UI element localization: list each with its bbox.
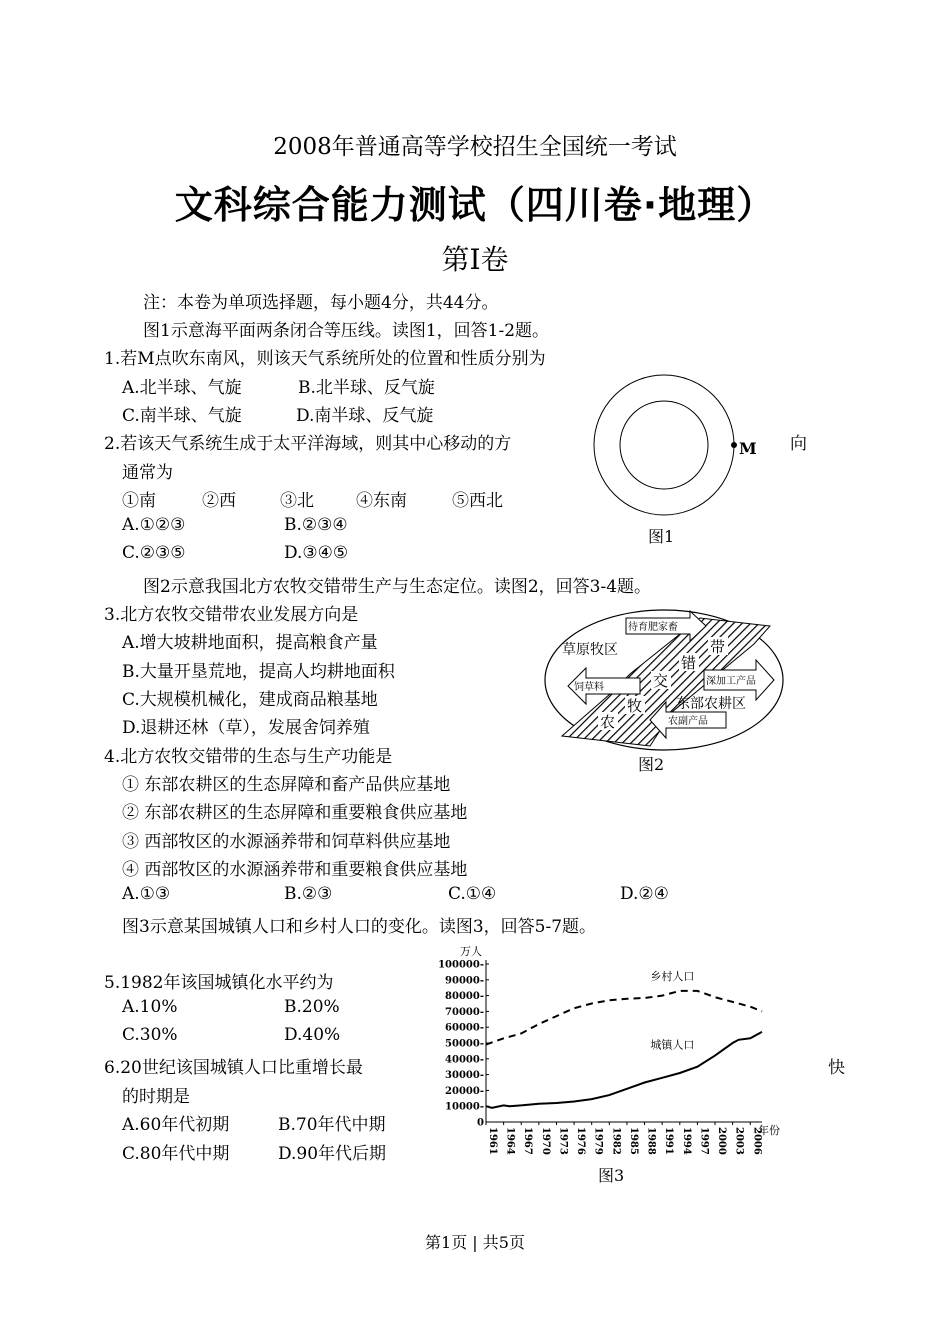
q4-option-d: D.②④ (620, 884, 669, 904)
x-tick-label: 1991 (663, 1127, 675, 1155)
q3-stem: 3.北方农牧交错带农业发展方向是 (104, 605, 359, 625)
series-rural-line (486, 991, 762, 1045)
note: 注：本卷为单项选择题，每小题4分，共44分。 (143, 293, 499, 313)
q4-statement-4: ④ 西部牧区的水源涵养带和重要粮食供应基地 (122, 860, 468, 880)
figure-2-caption: 图2 (638, 755, 665, 774)
q4-statement-2: ② 东部农耕区的生态屏障和重要粮食供应基地 (122, 803, 468, 823)
x-tick-label: 1997 (698, 1127, 710, 1155)
q2-option-d: D.③④⑤ (284, 543, 349, 563)
y-tick-label: 100000- (438, 959, 484, 971)
q5-option-a: A.10% (122, 997, 178, 1017)
label-livestock: 待育肥家畜 (628, 622, 678, 633)
fig3-intro: 图3示意某国城镇人口和乡村人口的变化。读图3，回答5-7题。 (122, 917, 597, 937)
q4-option-c: C.①④ (448, 884, 497, 904)
section-title: 第Ⅰ卷 (441, 243, 509, 276)
q5-option-d: D.40% (284, 1025, 341, 1045)
q6-option-a: A.60年代初期 (122, 1115, 230, 1135)
q4-statement-3: ③ 西部牧区的水源涵养带和饲草料供应基地 (122, 832, 451, 852)
q5-option-b: B.20% (284, 997, 340, 1017)
y-tick-label: 60000- (445, 1022, 484, 1034)
belt-char-1: 带 (710, 638, 726, 656)
figure-1-isobars (590, 372, 760, 532)
q2-stem: 2.若该天气系统生成于太平洋海域，则其中心移动的方 (104, 434, 512, 454)
q4-statement-1: ① 东部农耕区的生态屏障和畜产品供应基地 (122, 775, 451, 795)
label-west-pasture: 草原牧区 (562, 642, 618, 658)
q2-item-4: ④东南 (356, 491, 407, 511)
y-tick-label: 80000- (445, 991, 484, 1003)
q4-stem: 4.北方农牧交错带的生态与生产功能是 (104, 747, 393, 767)
q2-item-1: ①南 (122, 491, 156, 511)
x-tick-label: 1985 (627, 1127, 639, 1155)
label-forage: 饲草料 (574, 682, 604, 693)
x-tick-label: 1970 (539, 1127, 551, 1155)
x-tick-label: 1976 (575, 1127, 587, 1155)
q3-option-a: A.增大坡耕地面积，提高粮食产量 (122, 633, 378, 653)
x-tick-label: 1982 (610, 1127, 622, 1155)
y-tick-label: 30000- (445, 1070, 484, 1082)
x-tick-label: 1967 (522, 1127, 534, 1155)
x-tick-label: 2000 (716, 1127, 728, 1155)
point-m-marker (731, 442, 737, 448)
q6-stem-tail: 快 (828, 1058, 845, 1078)
point-m-label: M (739, 439, 757, 458)
q4-option-b: B.②③ (284, 884, 333, 904)
outer-isobar (594, 375, 734, 515)
x-tick-label: 1973 (557, 1127, 569, 1155)
figure-3-chart (436, 936, 796, 1158)
y-tick-label: 70000- (445, 1006, 484, 1018)
x-tick-label: 2003 (733, 1127, 745, 1155)
q2-item-3: ③北 (280, 491, 314, 511)
series-urban-label: 城镇人口 (650, 1038, 695, 1052)
series-urban-line (486, 1032, 762, 1108)
figure-3-caption: 图3 (598, 1166, 625, 1185)
q5-stem: 5.1982年该国城镇化水平约为 (104, 973, 334, 993)
page-footer: 第1页 | 共5页 (425, 1233, 525, 1252)
x-tick-label: 1964 (504, 1127, 516, 1155)
x-tick-label: 1994 (680, 1127, 692, 1155)
q1-stem: 1.若M点吹东南风，则该天气系统所处的位置和性质分别为 (104, 349, 546, 369)
label-east-farming: 东部农耕区 (676, 696, 746, 712)
q2-item-2: ②西 (202, 491, 236, 511)
q6-option-c: C.80年代中期 (122, 1144, 230, 1164)
y-tick-label: 20000- (445, 1085, 484, 1097)
q3-option-d: D.退耕还林（草），发展舍饲养殖 (122, 718, 370, 738)
q2-option-a: A.①②③ (122, 515, 186, 535)
chart-y-label: 万人 (460, 945, 482, 958)
q5-option-c: C.30% (122, 1025, 178, 1045)
y-tick-label: 10000- (445, 1101, 484, 1113)
figure-1-caption: 图1 (648, 527, 675, 546)
q6-option-d: D.90年代后期 (278, 1144, 387, 1164)
inner-isobar (620, 401, 708, 489)
exam-title: 2008年普通高等学校招生全国统一考试 (273, 134, 677, 160)
q2-option-b: B.②③④ (284, 515, 348, 535)
q2-item-5: ⑤西北 (452, 491, 503, 511)
belt-char-3: 交 (653, 672, 669, 690)
q1-option-d: D.南半球、反气旋 (296, 406, 434, 426)
q1-option-a: A.北半球、气旋 (122, 378, 242, 398)
q2-option-c: C.②③⑤ (122, 543, 186, 563)
y-tick-label: 50000- (445, 1038, 484, 1050)
x-tick-label: 1988 (645, 1127, 657, 1155)
q1-option-c: C.南半球、气旋 (122, 406, 242, 426)
label-byproducts: 农副产品 (668, 716, 708, 727)
fig2-intro: 图2示意我国北方农牧交错带生产与生态定位。读图2，回答3-4题。 (143, 577, 652, 597)
belt-char-2: 错 (681, 654, 697, 672)
q2-stem-tail: 向 (790, 434, 807, 454)
q3-option-b: B.大量开垦荒地，提高人均耕地面积 (122, 662, 395, 682)
y-tick-label: 0 (477, 1117, 484, 1129)
q6-stem: 6.20世纪该国城镇人口比重增长最 (104, 1058, 363, 1078)
figure-2-diagram (540, 604, 790, 754)
paper-title: 文科综合能力测试（四川卷·地理） (174, 183, 776, 227)
x-tick-label: 2006 (751, 1127, 763, 1155)
y-tick-label: 90000- (445, 975, 484, 987)
fig1-intro: 图1示意海平面两条闭合等压线。读图1，回答1-2题。 (143, 321, 550, 341)
q4-option-a: A.①③ (122, 884, 171, 904)
q3-option-c: C.大规模机械化，建成商品粮基地 (122, 690, 378, 710)
x-tick-label: 1979 (592, 1127, 604, 1155)
q2-stem-2: 通常为 (122, 463, 173, 483)
y-tick-label: 40000- (445, 1054, 484, 1066)
label-processed: 深加工产品 (706, 676, 756, 687)
belt-char-5: 农 (600, 713, 616, 731)
q6-option-b: B.70年代中期 (278, 1115, 386, 1135)
x-tick-label: 1961 (487, 1127, 498, 1155)
q1-option-b: B.北半球、反气旋 (298, 378, 435, 398)
chart-x-label: 年份 (758, 1124, 780, 1137)
q6-stem-2: 的时期是 (122, 1087, 190, 1107)
belt-char-4: 牧 (627, 697, 643, 715)
series-rural-label: 乡村人口 (650, 969, 695, 983)
